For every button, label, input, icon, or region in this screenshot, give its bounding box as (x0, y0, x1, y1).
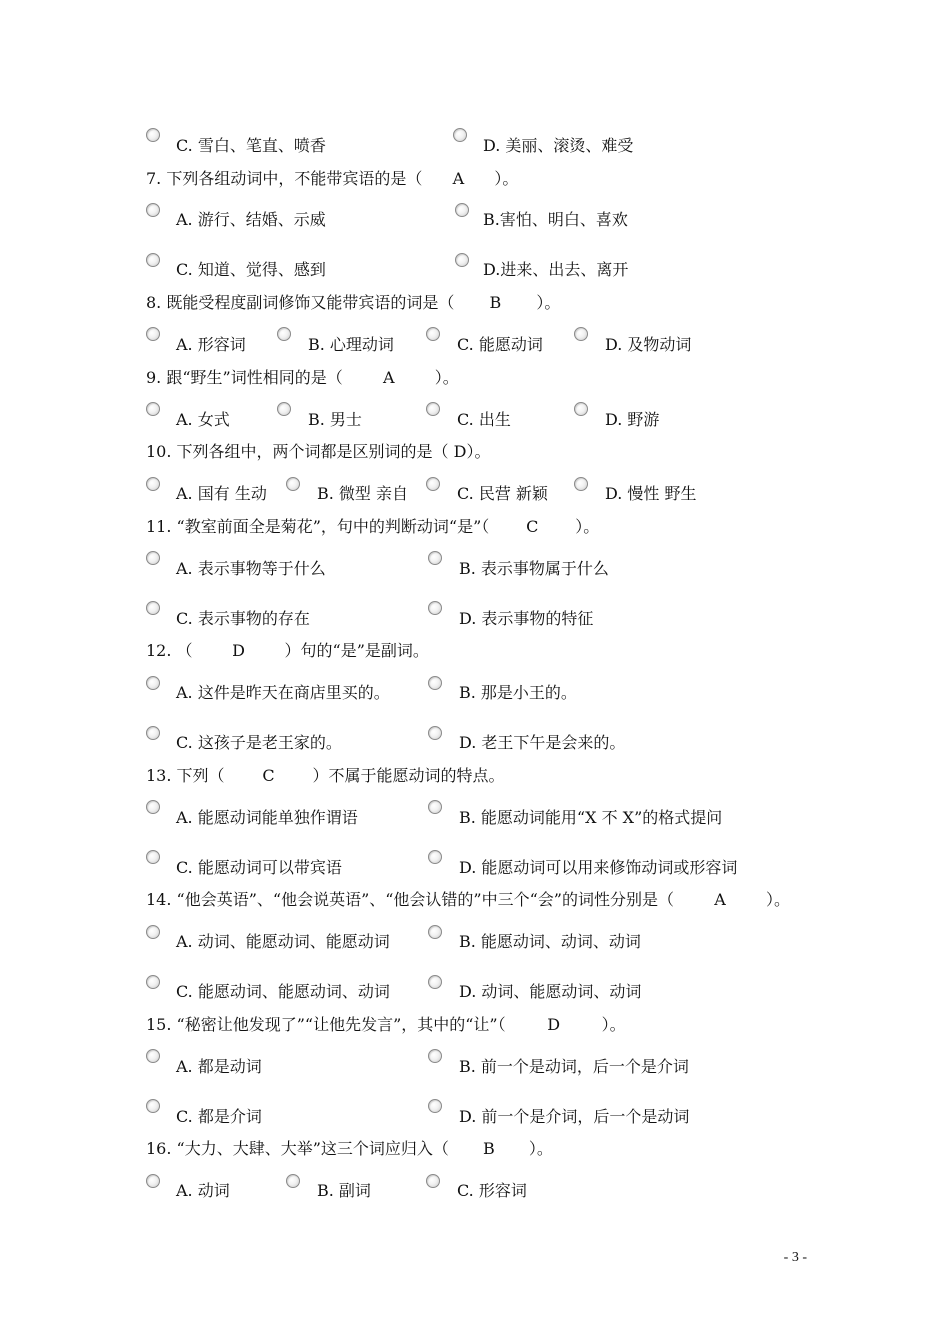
radio-button[interactable] (286, 1174, 300, 1188)
option-d: D. 及物动词 (605, 335, 692, 354)
radio-button[interactable] (453, 128, 467, 142)
option-b: B. 男士 (308, 410, 362, 429)
answer: C (526, 517, 539, 536)
option-b: B. 心理动词 (308, 335, 394, 354)
option-c: C. 表示事物的存在 (176, 609, 310, 628)
option-c: C. 民营 新颖 (457, 484, 548, 503)
radio-button[interactable] (146, 601, 160, 615)
option-b: B. 副词 (317, 1181, 371, 1200)
radio-button[interactable] (146, 726, 160, 740)
question-9: 9. 跟“野生”词性相同的是（ A ）。 (146, 368, 459, 387)
option-c: C. 知道、觉得、感到 (176, 260, 326, 279)
option-c: C. 能愿动词、能愿动词、动词 (176, 982, 390, 1001)
radio-button[interactable] (146, 1049, 160, 1063)
radio-button[interactable] (428, 551, 442, 565)
radio-button[interactable] (146, 850, 160, 864)
option-b: B. 前一个是动词，后一个是介词 (459, 1057, 689, 1076)
radio-button[interactable] (277, 327, 291, 341)
option-a: A. 都是动词 (176, 1057, 262, 1076)
option-a: A. 国有 生动 (176, 484, 267, 503)
option-c: C. 能愿动词可以带宾语 (176, 858, 342, 877)
option-a: A. 动词 (176, 1181, 230, 1200)
radio-button[interactable] (428, 850, 442, 864)
option-c: C. 形容词 (457, 1181, 527, 1200)
radio-button[interactable] (428, 601, 442, 615)
radio-button[interactable] (428, 726, 442, 740)
radio-button[interactable] (146, 676, 160, 690)
question-12: 12. （ D ）句的“是”是副词。 (146, 641, 429, 660)
radio-button[interactable] (455, 203, 469, 217)
radio-button[interactable] (146, 203, 160, 217)
option-b: B. 能愿动词能用“X 不 X”的格式提问 (459, 808, 723, 827)
option-a: A. 表示事物等于什么 (176, 559, 326, 578)
radio-button[interactable] (426, 1174, 440, 1188)
question-8: 8. 既能受程度副词修饰又能带宾语的词是（ B ）。 (146, 293, 561, 312)
question-16: 16. “大力、大肆、大举”这三个词应归入（ B ）。 (146, 1139, 553, 1158)
option-d: D. 慢性 野生 (605, 484, 697, 503)
question-11: 11. “教室前面全是菊花”，句中的判断动词“是”（ C ）。 (146, 517, 600, 536)
radio-button[interactable] (277, 402, 291, 416)
answer: A (452, 169, 465, 188)
radio-button[interactable] (146, 477, 160, 491)
radio-button[interactable] (428, 1099, 442, 1113)
option-c: C. 雪白、笔直、喷香 (176, 136, 326, 155)
radio-button[interactable] (146, 253, 160, 267)
question-7: 7. 下列各组动词中，不能带宾语的是（ A ）。 (146, 169, 519, 188)
answer: A (382, 368, 395, 387)
option-d: D. 动词、能愿动词、动词 (459, 982, 642, 1001)
radio-button[interactable] (428, 676, 442, 690)
option-b: B. 表示事物属于什么 (459, 559, 609, 578)
answer: A (714, 890, 726, 909)
option-c: C. 这孩子是老王家的。 (176, 733, 342, 752)
radio-button[interactable] (286, 477, 300, 491)
radio-button[interactable] (146, 975, 160, 989)
option-c: C. 都是介词 (176, 1107, 262, 1126)
option-a: A. 女式 (176, 410, 230, 429)
option-b: B. 能愿动词、动词、动词 (459, 932, 641, 951)
radio-button[interactable] (428, 975, 442, 989)
radio-button[interactable] (146, 925, 160, 939)
option-a: A. 这件是昨天在商店里买的。 (176, 683, 390, 702)
radio-button[interactable] (428, 1049, 442, 1063)
radio-button[interactable] (426, 477, 440, 491)
radio-button[interactable] (428, 800, 442, 814)
option-d: D. 美丽、滚烫、难受 (483, 136, 634, 155)
radio-button[interactable] (426, 402, 440, 416)
option-a: A. 能愿动词能单独作谓语 (176, 808, 358, 827)
option-a: A. 游行、结婚、示威 (176, 210, 326, 229)
answer: B (483, 1139, 495, 1158)
option-d: D. 老王下午是会来的。 (459, 733, 626, 752)
option-d: D. 能愿动词可以用来修饰动词或形容词 (459, 858, 738, 877)
radio-button[interactable] (146, 128, 160, 142)
radio-button[interactable] (574, 477, 588, 491)
option-b: B. 微型 亲自 (317, 484, 409, 503)
radio-button[interactable] (574, 402, 588, 416)
option-c: C. 出生 (457, 410, 511, 429)
radio-button[interactable] (146, 1099, 160, 1113)
option-d: D.进来、出去、离开 (483, 260, 629, 279)
answer: D (547, 1015, 561, 1034)
radio-button[interactable] (146, 402, 160, 416)
page-number: - 3 - (783, 1250, 807, 1265)
answer: D (232, 641, 245, 660)
option-d: D. 野游 (605, 410, 660, 429)
option-b: B.害怕、明白、喜欢 (483, 210, 628, 229)
radio-button[interactable] (426, 327, 440, 341)
option-d: D. 表示事物的特征 (459, 609, 594, 628)
option-a: A. 形容词 (176, 335, 246, 354)
option-c: C. 能愿动词 (457, 335, 543, 354)
question-14: 14. “他会英语”、“他会说英语”、“他会认错的”中三个“会”的词性分别是（ A ）。 (146, 890, 790, 909)
radio-button[interactable] (146, 800, 160, 814)
option-b: B. 那是小王的。 (459, 683, 577, 702)
answer: B (489, 293, 502, 312)
radio-button[interactable] (146, 327, 160, 341)
question-10: 10. 下列各组中，两个词都是区别词的是（ D）。 (146, 442, 491, 461)
radio-button[interactable] (455, 253, 469, 267)
question-15: 15. “秘密让他发现了”“让他先发言”，其中的“让”（ D ）。 (146, 1015, 626, 1034)
answer: C (262, 766, 275, 785)
radio-button[interactable] (146, 551, 160, 565)
radio-button[interactable] (146, 1174, 160, 1188)
option-a: A. 动词、能愿动词、能愿动词 (176, 932, 390, 951)
radio-button[interactable] (574, 327, 588, 341)
radio-button[interactable] (428, 925, 442, 939)
question-13: 13. 下列（ C ）不属于能愿动词的特点。 (146, 766, 505, 785)
option-d: D. 前一个是介词，后一个是动词 (459, 1107, 690, 1126)
